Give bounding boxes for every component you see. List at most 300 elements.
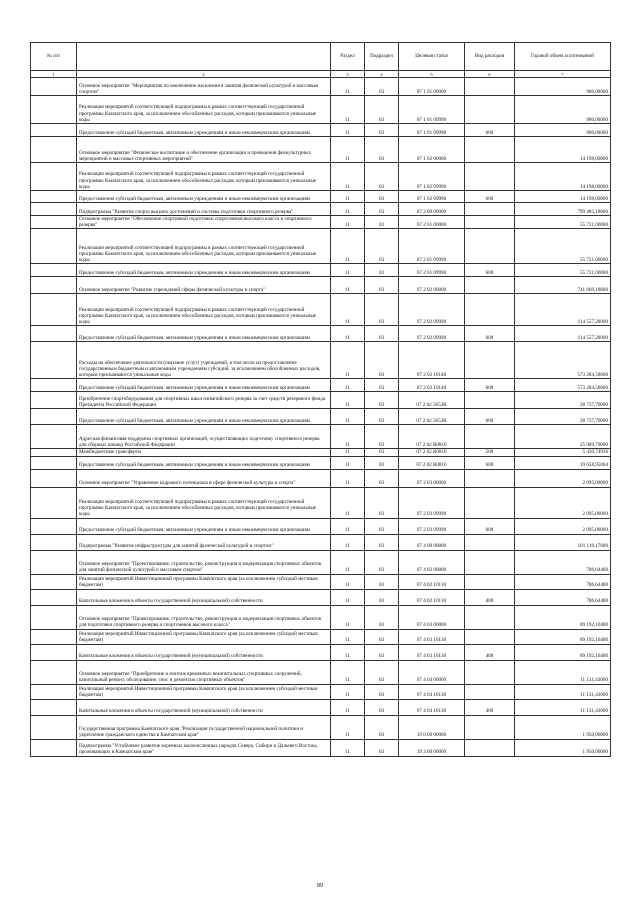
row-razdel: 11	[331, 574, 365, 589]
row-razdel: 11	[331, 644, 365, 660]
row-podrazdel: 03	[365, 78, 399, 96]
row-razdel: 11	[331, 96, 365, 124]
row-podrazdel: 03	[365, 216, 399, 229]
row-csr: 07 4 03 10130	[399, 644, 465, 660]
header-name	[77, 43, 331, 71]
table-row	[31, 518, 611, 534]
column-index: 7	[515, 71, 611, 78]
row-sum: 900,00000	[515, 96, 611, 124]
row-razdel: 11	[331, 163, 365, 191]
row-vr	[465, 294, 515, 326]
row-name: Предоставление субсидий бюджетным, автономным учреждениям и иным некоммерческим организациям	[77, 326, 331, 342]
row-csr: 07 1 01 09990	[399, 96, 465, 124]
row-vr	[465, 684, 515, 699]
row-podrazdel: 03	[365, 469, 399, 487]
table-row	[31, 379, 611, 392]
row-vr: 400	[465, 589, 515, 605]
row-name: Межбюджетные трансферты	[77, 449, 331, 456]
table-row	[31, 699, 611, 715]
row-vr: 600	[465, 326, 515, 342]
row-razdel: 11	[331, 684, 365, 699]
row-vr: 600	[465, 379, 515, 392]
row-podrazdel: 03	[365, 605, 399, 629]
row-sum: 89 192,10400	[515, 644, 611, 660]
row-podrazdel: 03	[365, 191, 399, 203]
table-row	[31, 137, 611, 163]
row-vr	[465, 534, 515, 550]
budget-table-page	[30, 42, 610, 757]
row-number	[31, 124, 77, 137]
row-sum: 786,64400	[515, 550, 611, 574]
row-number	[31, 96, 77, 124]
column-index: 6	[465, 71, 515, 78]
row-number	[31, 574, 77, 589]
row-name: Предоставление субсидий бюджетным, автономным учреждениям и иным некоммерческим организациям	[77, 518, 331, 534]
row-vr	[465, 715, 515, 739]
row-number	[31, 699, 77, 715]
row-sum: 114 557,20000	[515, 294, 611, 326]
row-number	[31, 342, 77, 379]
row-sum: 55 721,00000	[515, 229, 611, 264]
row-sum: 573 284,58600	[515, 342, 611, 379]
row-razdel: 11	[331, 534, 365, 550]
table-row	[31, 326, 611, 342]
header-razdel: Раздел	[331, 43, 365, 71]
row-vr	[465, 203, 515, 216]
row-name: Реализация мероприятий соответствующей подпрограммы в рамках соответствующей государственной программы Камчатского края, за исключением обособленных расходов, которым присваиваются уникальные коды	[77, 96, 331, 124]
row-vr: 400	[465, 699, 515, 715]
row-razdel: 11	[331, 739, 365, 756]
row-name: Основное мероприятие "Физическое воспитание и обеспечение организации и проведения физкультурных мероприятий и массовых спортивных мероприятий"	[77, 137, 331, 163]
row-razdel: 11	[331, 191, 365, 203]
row-razdel: 11	[331, 699, 365, 715]
row-name: Реализация мероприятий соответствующей подпрограммы в рамках соответствующей государственной программы Камчатского края, за исключением обособленных расходов, которым присваиваются уникальные коды	[77, 294, 331, 326]
row-vr	[465, 137, 515, 163]
row-number	[31, 684, 77, 699]
row-name: Основное мероприятие "Проектирование, строительство, реконструкция и модернизация спортивных объектов для занятий физической культурой и массовым спортом"	[77, 550, 331, 574]
row-podrazdel: 03	[365, 203, 399, 216]
row-csr: 07 1 01 09990	[399, 124, 465, 137]
table-row	[31, 191, 611, 203]
column-index: 2	[77, 71, 331, 78]
table-row	[31, 216, 611, 229]
row-podrazdel: 03	[365, 629, 399, 644]
table-header-row	[31, 43, 611, 71]
table-row	[31, 660, 611, 684]
table-row	[31, 163, 611, 191]
row-csr: 07 4 04 10130	[399, 699, 465, 715]
row-sum: 28 737,70000	[515, 409, 611, 425]
row-csr: 07 4 03 10130	[399, 629, 465, 644]
row-name: Предоставление субсидий бюджетным, автономным учреждениям и иным некоммерческим организациям	[77, 191, 331, 203]
row-name: Основное мероприятие "Управление кадрового потенциала в сфере физической культуры и спорта"	[77, 469, 331, 487]
row-razdel: 11	[331, 449, 365, 456]
row-csr: 07 4 02 10130	[399, 589, 465, 605]
table-row	[31, 425, 611, 449]
row-name: Подпрограмма "Устойчивое развитие коренных малочисленных народов Севера, Сибири и Дальнего Востока, проживающих в Камчатском крае"	[77, 739, 331, 756]
row-name: Предоставление субсидий бюджетным, автономным учреждениям и иным некоммерческим организациям	[77, 264, 331, 277]
table-row	[31, 574, 611, 589]
row-csr: 07 2 01 09990	[399, 229, 465, 264]
row-podrazdel: 03	[365, 392, 399, 409]
row-vr	[465, 392, 515, 409]
row-number	[31, 203, 77, 216]
row-razdel: 11	[331, 550, 365, 574]
table-body	[31, 78, 611, 757]
row-csr: 07 4 00 00000	[399, 534, 465, 550]
row-number	[31, 425, 77, 449]
row-number	[31, 589, 77, 605]
row-vr	[465, 216, 515, 229]
row-vr	[465, 229, 515, 264]
row-csr: 07 2 01 00000	[399, 216, 465, 229]
row-csr: 07 2 02 5653R	[399, 409, 465, 425]
row-number	[31, 660, 77, 684]
row-vr: 500	[465, 449, 515, 456]
row-razdel: 11	[331, 605, 365, 629]
row-name: Реализация мероприятий Инвестиционной программы Камчатского края (за исключением субсидий местным бюджетам)	[77, 629, 331, 644]
row-podrazdel: 03	[365, 163, 399, 191]
row-number	[31, 379, 77, 392]
row-csr: 07 2 02 09990	[399, 294, 465, 326]
row-vr: 600	[465, 409, 515, 425]
table-row	[31, 294, 611, 326]
table-row	[31, 392, 611, 409]
row-sum: 28 737,70000	[515, 392, 611, 409]
table-row	[31, 203, 611, 216]
table-row	[31, 629, 611, 644]
row-csr: 07 4 02 00000	[399, 550, 465, 574]
row-csr: 07 1 02 00000	[399, 137, 465, 163]
row-name: Основное мероприятие "Мероприятия по вовлечению населения в занятия физической культурой и массовым спортом"	[77, 78, 331, 96]
header-num: № п/п	[31, 43, 77, 71]
table-row	[31, 469, 611, 487]
row-sum: 89 192,10400	[515, 605, 611, 629]
row-name: Предоставление субсидий бюджетным, автономным учреждениям и иным некоммерческим организациям	[77, 379, 331, 392]
header-podrazdel: Подраздел	[365, 43, 399, 71]
row-podrazdel: 03	[365, 739, 399, 756]
row-csr: 07 1 02 09990	[399, 163, 465, 191]
row-number	[31, 137, 77, 163]
row-csr: 07 2 03 09990	[399, 518, 465, 534]
row-csr: 07 4 04 00000	[399, 660, 465, 684]
row-podrazdel: 03	[365, 124, 399, 137]
row-razdel: 11	[331, 715, 365, 739]
row-vr: 600	[465, 124, 515, 137]
row-razdel: 11	[331, 326, 365, 342]
row-name: Расходы на обеспечение деятельности (оказание услуг) учреждений, в том числе на предоставление государственным бюджетным и автономным учреждениям субсидий, за исключением обособленных расходов, которым присваиваются уникальные коды	[77, 342, 331, 379]
row-number	[31, 644, 77, 660]
row-vr	[465, 277, 515, 294]
row-number	[31, 216, 77, 229]
row-sum: 89 192,10400	[515, 629, 611, 644]
row-name: Основное мероприятие "Развитие учреждений сферы физической культуры и спорта"	[77, 277, 331, 294]
row-sum: 101 110,17600	[515, 534, 611, 550]
row-vr	[465, 739, 515, 756]
row-podrazdel: 03	[365, 326, 399, 342]
row-number	[31, 326, 77, 342]
row-razdel: 11	[331, 294, 365, 326]
row-number	[31, 518, 77, 534]
row-sum: 2 095,00000	[515, 518, 611, 534]
row-razdel: 11	[331, 342, 365, 379]
row-number	[31, 469, 77, 487]
row-number	[31, 163, 77, 191]
row-number	[31, 277, 77, 294]
row-razdel: 11	[331, 487, 365, 518]
table-row	[31, 739, 611, 756]
row-podrazdel: 03	[365, 660, 399, 684]
row-vr	[465, 342, 515, 379]
row-vr	[465, 629, 515, 644]
row-vr	[465, 96, 515, 124]
row-podrazdel: 03	[365, 449, 399, 456]
table-row	[31, 605, 611, 629]
row-name: Реализация мероприятий соответствующей подпрограммы в рамках соответствующей государственной программы Камчатского края, за исключением обособленных расходов, которым присваиваются уникальные коды	[77, 487, 331, 518]
row-name: Предоставление субсидий бюджетным, автономным учреждениям и иным некоммерческим организациям	[77, 456, 331, 469]
row-csr: 19 3 00 00000	[399, 739, 465, 756]
row-razdel: 11	[331, 629, 365, 644]
row-podrazdel: 03	[365, 425, 399, 449]
row-csr: 07 1 02 09990	[399, 191, 465, 203]
row-number	[31, 449, 77, 456]
row-sum: 5 430,74936	[515, 449, 611, 456]
row-sum: 114 557,20000	[515, 326, 611, 342]
row-number	[31, 715, 77, 739]
row-csr: 07 2 02 R0810	[399, 425, 465, 449]
row-razdel: 11	[331, 589, 365, 605]
row-vr: 600	[465, 518, 515, 534]
row-vr	[465, 605, 515, 629]
column-index: 3	[331, 71, 365, 78]
row-number	[31, 534, 77, 550]
table-row	[31, 550, 611, 574]
row-razdel: 11	[331, 456, 365, 469]
row-number	[31, 191, 77, 203]
row-name: Подпрограмма "Развитие спорта высших достижений и системы подготовки спортивного резерва"	[77, 203, 331, 216]
row-vr	[465, 78, 515, 96]
row-number	[31, 409, 77, 425]
row-razdel: 11	[331, 469, 365, 487]
row-csr: 07 1 01 00000	[399, 78, 465, 96]
row-name: Реализация мероприятий соответствующей подпрограммы в рамках соответствующей государственной программы Камчатского края, за исключением обособленных расходов, которым присваиваются уникальные коды	[77, 229, 331, 264]
row-number	[31, 78, 77, 96]
row-sum: 786,64400	[515, 589, 611, 605]
header-sum: Годовой объем ассигнований	[515, 43, 611, 71]
column-index: 4	[365, 71, 399, 78]
row-number	[31, 294, 77, 326]
row-podrazdel: 03	[365, 264, 399, 277]
table-row	[31, 342, 611, 379]
row-number	[31, 456, 77, 469]
row-podrazdel: 03	[365, 574, 399, 589]
row-vr	[465, 660, 515, 684]
row-vr	[465, 163, 515, 191]
table-row	[31, 715, 611, 739]
row-csr: 07 2 00 00000	[399, 203, 465, 216]
row-sum: 1 950,00000	[515, 739, 611, 756]
table-row	[31, 124, 611, 137]
row-sum: 19 658,95064	[515, 456, 611, 469]
row-name: Реализация мероприятий соответствующей подпрограммы в рамках соответствующей государственной программы Камчатского края, за исключением обособленных расходов, которым присваиваются уникальные коды	[77, 163, 331, 191]
row-sum: 741 669,18600	[515, 277, 611, 294]
row-name: Капитальные вложения в объекты государственной (муниципальной) собственности	[77, 699, 331, 715]
row-sum: 11 131,43000	[515, 684, 611, 699]
row-number	[31, 264, 77, 277]
row-podrazdel: 03	[365, 342, 399, 379]
row-name: Государственная программа Камчатского края "Реализация государственной национальной политики и укрепление гражданского единства в Камчатском крае"	[77, 715, 331, 739]
row-name: Приобретение спортоборудования для спортивных школ олимпийского резерва за счет средств резервного фонда Президента Российской Федерации	[77, 392, 331, 409]
row-name: Адресная финансовая поддержка спортивных организаций, осуществляющих подготовку спортивного резерва для сборных команд Российской Федерации	[77, 425, 331, 449]
row-podrazdel: 03	[365, 456, 399, 469]
table-row	[31, 684, 611, 699]
row-sum: 14 198,00000	[515, 191, 611, 203]
row-vr	[465, 550, 515, 574]
row-number	[31, 629, 77, 644]
row-csr: 07 4 02 10130	[399, 574, 465, 589]
row-vr	[465, 425, 515, 449]
row-podrazdel: 03	[365, 229, 399, 264]
row-razdel: 11	[331, 660, 365, 684]
table-row	[31, 534, 611, 550]
row-podrazdel: 03	[365, 715, 399, 739]
row-sum: 900,00000	[515, 124, 611, 137]
row-vr: 400	[465, 644, 515, 660]
row-vr: 600	[465, 264, 515, 277]
column-index: 1	[31, 71, 77, 78]
row-razdel: 11	[331, 203, 365, 216]
row-razdel: 11	[331, 425, 365, 449]
row-podrazdel: 03	[365, 550, 399, 574]
row-podrazdel: 03	[365, 379, 399, 392]
table-row	[31, 487, 611, 518]
table-row	[31, 456, 611, 469]
table-row	[31, 229, 611, 264]
row-name: Капитальные вложения в объекты государственной (муниципальной) собственности	[77, 644, 331, 660]
row-razdel: 11	[331, 216, 365, 229]
row-sum: 573 284,58600	[515, 379, 611, 392]
row-podrazdel: 03	[365, 96, 399, 124]
row-razdel: 11	[331, 137, 365, 163]
row-podrazdel: 03	[365, 589, 399, 605]
row-csr: 07 2 02 10140	[399, 342, 465, 379]
row-csr: 07 2 02 00000	[399, 277, 465, 294]
row-name: Основное мероприятие "Приобретение и монтаж временных некапитальных спортивных сооружений, капитальный ремонт, обследование, снос и демонтаж спортивных объектов"	[77, 660, 331, 684]
row-sum: 11 131,43000	[515, 699, 611, 715]
row-csr: 19 0 00 00000	[399, 715, 465, 739]
table-row	[31, 96, 611, 124]
row-csr: 07 4 03 00000	[399, 605, 465, 629]
row-name: Подпрограмма "Развитие инфраструктуры для занятий физической культурой и спортом"	[77, 534, 331, 550]
row-razdel: 11	[331, 409, 365, 425]
row-sum: 14 198,00000	[515, 137, 611, 163]
row-vr	[465, 469, 515, 487]
row-number	[31, 487, 77, 518]
row-sum: 786,64400	[515, 574, 611, 589]
row-podrazdel: 03	[365, 277, 399, 294]
row-podrazdel: 03	[365, 487, 399, 518]
row-razdel: 11	[331, 277, 365, 294]
table-row	[31, 589, 611, 605]
row-razdel: 11	[331, 379, 365, 392]
table-row	[31, 277, 611, 294]
row-podrazdel: 03	[365, 409, 399, 425]
row-podrazdel: 03	[365, 699, 399, 715]
row-vr	[465, 487, 515, 518]
row-razdel: 11	[331, 264, 365, 277]
row-sum: 2 095,00000	[515, 469, 611, 487]
row-vr: 600	[465, 191, 515, 203]
table-row	[31, 449, 611, 456]
row-sum: 55 721,00000	[515, 216, 611, 229]
row-sum: 2 095,00000	[515, 487, 611, 518]
row-podrazdel: 03	[365, 294, 399, 326]
row-sum: 1 950,00000	[515, 715, 611, 739]
row-razdel: 11	[331, 229, 365, 264]
row-csr: 07 2 01 09990	[399, 264, 465, 277]
row-csr: 07 2 02 R0810	[399, 456, 465, 469]
row-name: Капитальные вложения в объекты государственной (муниципальной) собственности	[77, 589, 331, 605]
row-sum: 25 089,70000	[515, 425, 611, 449]
row-sum: 799 485,18600	[515, 203, 611, 216]
row-podrazdel: 03	[365, 137, 399, 163]
row-csr: 07 2 02 10140	[399, 379, 465, 392]
page-number: 89	[317, 883, 323, 889]
table-row	[31, 644, 611, 660]
row-csr: 07 2 02 5653R	[399, 392, 465, 409]
row-vr: 600	[465, 456, 515, 469]
row-razdel: 11	[331, 392, 365, 409]
row-razdel: 11	[331, 78, 365, 96]
table-row	[31, 264, 611, 277]
row-razdel: 11	[331, 124, 365, 137]
row-podrazdel: 03	[365, 684, 399, 699]
row-name: Реализация мероприятий Инвестиционной программы Камчатского края (за исключением субсидий местным бюджетам)	[77, 574, 331, 589]
row-csr: 07 2 02 R0810	[399, 449, 465, 456]
row-csr: 07 4 04 10130	[399, 684, 465, 699]
row-number	[31, 739, 77, 756]
row-csr: 07 2 03 09990	[399, 487, 465, 518]
row-podrazdel: 03	[365, 518, 399, 534]
column-index: 5	[399, 71, 465, 78]
row-number	[31, 229, 77, 264]
header-vr: Вид расходов	[465, 43, 515, 71]
budget-table	[30, 42, 611, 757]
row-sum: 14 198,00000	[515, 163, 611, 191]
row-podrazdel: 03	[365, 534, 399, 550]
row-name: Предоставление субсидий бюджетным, автономным учреждениям и иным некоммерческим организациям	[77, 409, 331, 425]
row-number	[31, 550, 77, 574]
row-sum: 11 131,43000	[515, 660, 611, 684]
row-sum: 55 721,00000	[515, 264, 611, 277]
table-row	[31, 78, 611, 96]
header-csr: Целевая статья	[399, 43, 465, 71]
row-name: Основное мероприятие "Обеспечение спортивной подготовки спортсменов высокого класса и спортивного резерва"	[77, 216, 331, 229]
row-number	[31, 605, 77, 629]
row-number	[31, 392, 77, 409]
row-vr	[465, 574, 515, 589]
row-razdel: 11	[331, 518, 365, 534]
row-csr: 07 2 03 00000	[399, 469, 465, 487]
row-podrazdel: 03	[365, 644, 399, 660]
row-csr: 07 2 02 09990	[399, 326, 465, 342]
row-name: Предоставление субсидий бюджетным, автономным учреждениям и иным некоммерческим организациям	[77, 124, 331, 137]
row-name: Реализация мероприятий Инвестиционной программы Камчатского края (за исключением субсидий местным бюджетам)	[77, 684, 331, 699]
row-sum: 900,00000	[515, 78, 611, 96]
column-index-row	[31, 71, 611, 78]
table-row	[31, 409, 611, 425]
row-name: Основное мероприятие "Проектирование, строительство, реконструкция и модернизация спортивных объектов для подготовки спортивного резерва и спортсменов высокого класса"	[77, 605, 331, 629]
